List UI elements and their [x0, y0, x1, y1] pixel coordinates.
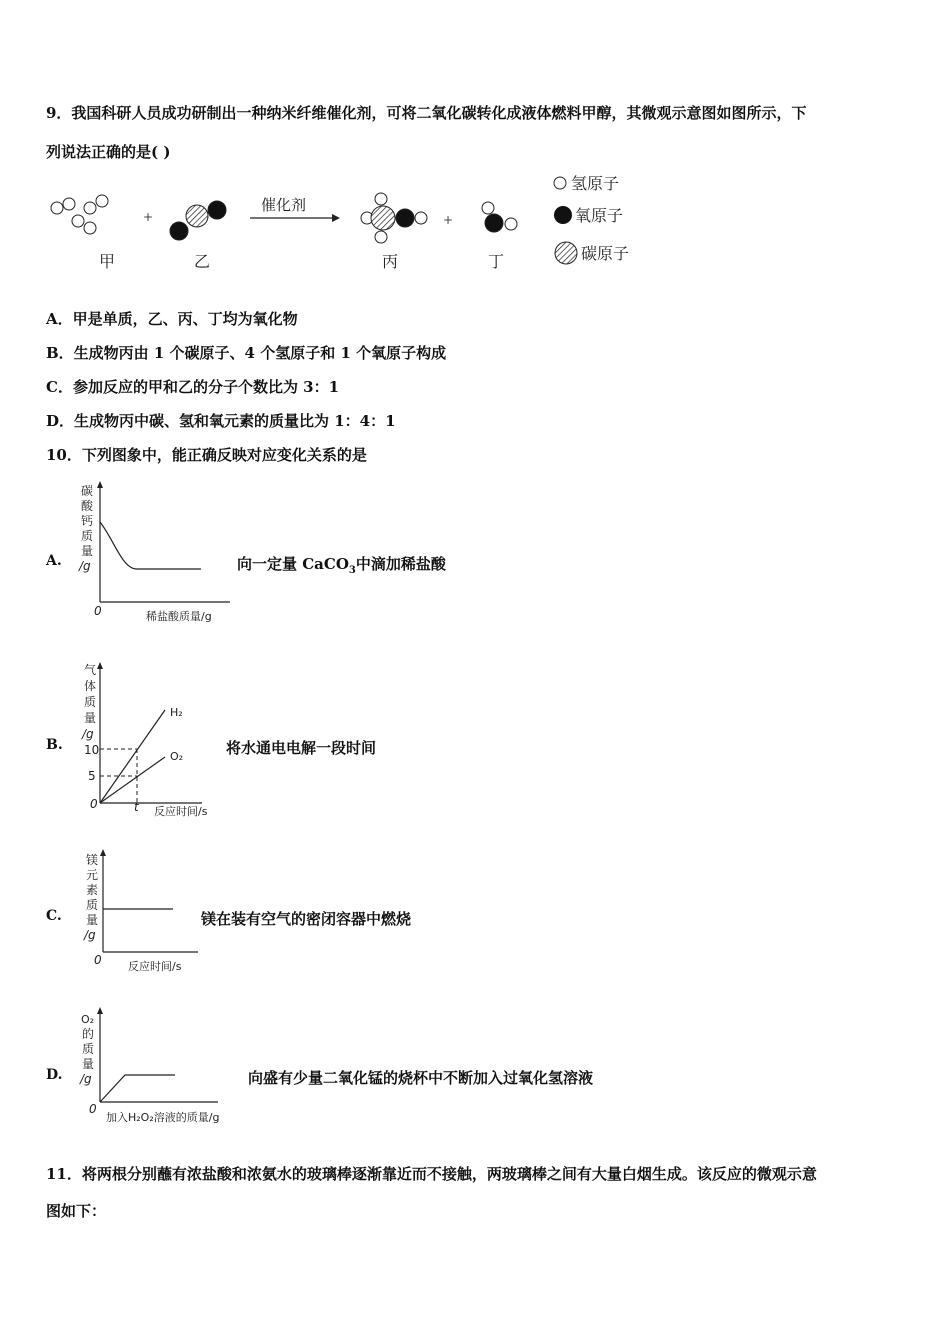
q9-stem-line2: 列说法正确的是( )	[46, 143, 171, 161]
graph-d-line	[100, 1075, 175, 1102]
label-bing: 丙	[382, 252, 399, 271]
q10-option-d-letter: D.	[46, 1067, 63, 1083]
q10-option-a-letter: A.	[46, 553, 62, 569]
graph-d-origin: 0	[89, 1102, 97, 1116]
q10-option-c-desc: 镁在装有空气的密闭容器中燃烧	[201, 910, 412, 928]
graph-b-tick-5: 5	[88, 769, 96, 783]
q9-option-b: B．生成物丙由 1 个碳原子、4 个氢原子和 1 个氧原子构成	[46, 344, 447, 362]
catalyst-label: 催化剂	[261, 196, 307, 214]
label-yi: 乙	[194, 252, 211, 271]
graph-c-ylabel-1: 镁	[86, 853, 99, 867]
q10-graph-c	[70, 846, 210, 976]
graph-b-ylabel-3: 质	[84, 695, 97, 709]
graph-c-ylabel-3: 素	[86, 883, 99, 897]
molecule-ding	[482, 202, 517, 232]
graph-b-o2-label: O₂	[170, 750, 184, 763]
q10-option-c-letter: C.	[46, 908, 62, 924]
graph-b-ylabel-1: 气	[84, 663, 97, 677]
q11-stem-line2: 图如下：	[46, 1202, 107, 1220]
q10-stem: 10．下列图象中，能正确反映对应变化关系的是	[46, 446, 367, 464]
graph-c-ylabel-6: /g	[84, 928, 96, 942]
graph-c-xlabel: 反应时间/s	[128, 960, 182, 973]
plus-sign-1: +	[143, 210, 154, 224]
graph-b-o2-line	[100, 757, 165, 803]
graph-b-ylabel-2: 体	[84, 679, 97, 693]
graph-d-ylabel-1: O₂	[81, 1013, 95, 1026]
plus-sign-2: +	[443, 213, 454, 227]
graph-b-h2-label: H₂	[170, 706, 183, 719]
graph-d-ylabel-3: 质	[82, 1042, 95, 1056]
molecule-jia	[51, 195, 108, 234]
legend	[554, 174, 629, 264]
graph-b-tick-10: 10	[84, 743, 100, 757]
graph-b-xlabel: 反应时间/s	[154, 805, 208, 818]
graph-a-xlabel: 稀盐酸质量/g	[146, 610, 212, 623]
graph-b-ylabel-4: 量	[84, 711, 97, 725]
q11-stem-line1: 11．将两根分别蘸有浓盐酸和浓氨水的玻璃棒逐渐靠近而不接触，两玻璃棒之间有大量白烟生成。该反应的微观示意	[46, 1165, 817, 1183]
graph-b-t-label: t	[134, 800, 139, 814]
graph-a-origin: 0	[94, 604, 102, 618]
q9-reaction-diagram	[40, 168, 660, 278]
q10-option-a-subscript: 3	[348, 565, 356, 576]
graph-a-ylabel-6: /g	[79, 559, 91, 573]
graph-d-ylabel-4: 量	[82, 1057, 95, 1071]
legend-carbon: 碳原子	[581, 244, 630, 263]
graph-b-ylabel-5: /g	[82, 727, 94, 741]
q10-option-b-desc: 将水通电电解一段时间	[226, 739, 377, 757]
graph-c-ylabel-5: 量	[86, 913, 99, 927]
legend-oxygen: 氧原子	[575, 206, 624, 225]
graph-d-ylabel-5: /g	[80, 1072, 92, 1086]
graph-b-h2-line	[100, 710, 165, 803]
q9-option-a: A．甲是单质，乙、丙、丁均为氧化物	[46, 310, 298, 328]
q10-option-d-desc: 向盛有少量二氧化锰的烧杯中不断加入过氧化氢溶液	[248, 1069, 594, 1087]
graph-d-xlabel: 加入H₂O₂溶液的质量/g	[106, 1111, 220, 1124]
graph-b-origin: 0	[90, 797, 98, 811]
molecule-yi	[170, 201, 226, 240]
q10-graph-a	[70, 478, 240, 628]
legend-hydrogen: 氢原子	[571, 174, 620, 193]
graph-a-ylabel-4: 质	[81, 529, 94, 543]
graph-c-ylabel-4: 质	[86, 898, 99, 912]
q9-stem-line1: 9．我国科研人员成功研制出一种纳米纤维催化剂，可将二氧化碳转化成液体燃料甲醇，其微观示意图如图所示，下	[46, 104, 807, 122]
q10-option-a-desc: 向一定量 CaCO$_3$中滴加稀盐酸	[237, 555, 446, 576]
graph-c-origin: 0	[94, 953, 102, 967]
label-jia: 甲	[99, 252, 116, 271]
q9-option-d: D．生成物丙中碳、氢和氧元素的质量比为 1：4：1	[46, 412, 396, 430]
graph-a-ylabel-3: 钙	[81, 514, 94, 528]
q10-option-b-letter: B.	[46, 737, 63, 753]
graph-a-curve	[100, 522, 201, 569]
graph-c-ylabel-2: 元	[86, 868, 99, 882]
molecule-bing	[361, 193, 427, 243]
q10-graph-b	[70, 660, 230, 825]
graph-a-ylabel-2: 酸	[81, 499, 94, 513]
q9-option-c: C．参加反应的甲和乙的分子个数比为 3：1	[46, 378, 340, 396]
q10-graph-d	[70, 1005, 250, 1130]
graph-a-ylabel-5: 量	[81, 544, 94, 558]
graph-a-ylabel-1: 碳	[81, 484, 94, 498]
graph-d-ylabel-2: 的	[82, 1027, 95, 1041]
label-ding: 丁	[488, 252, 505, 271]
